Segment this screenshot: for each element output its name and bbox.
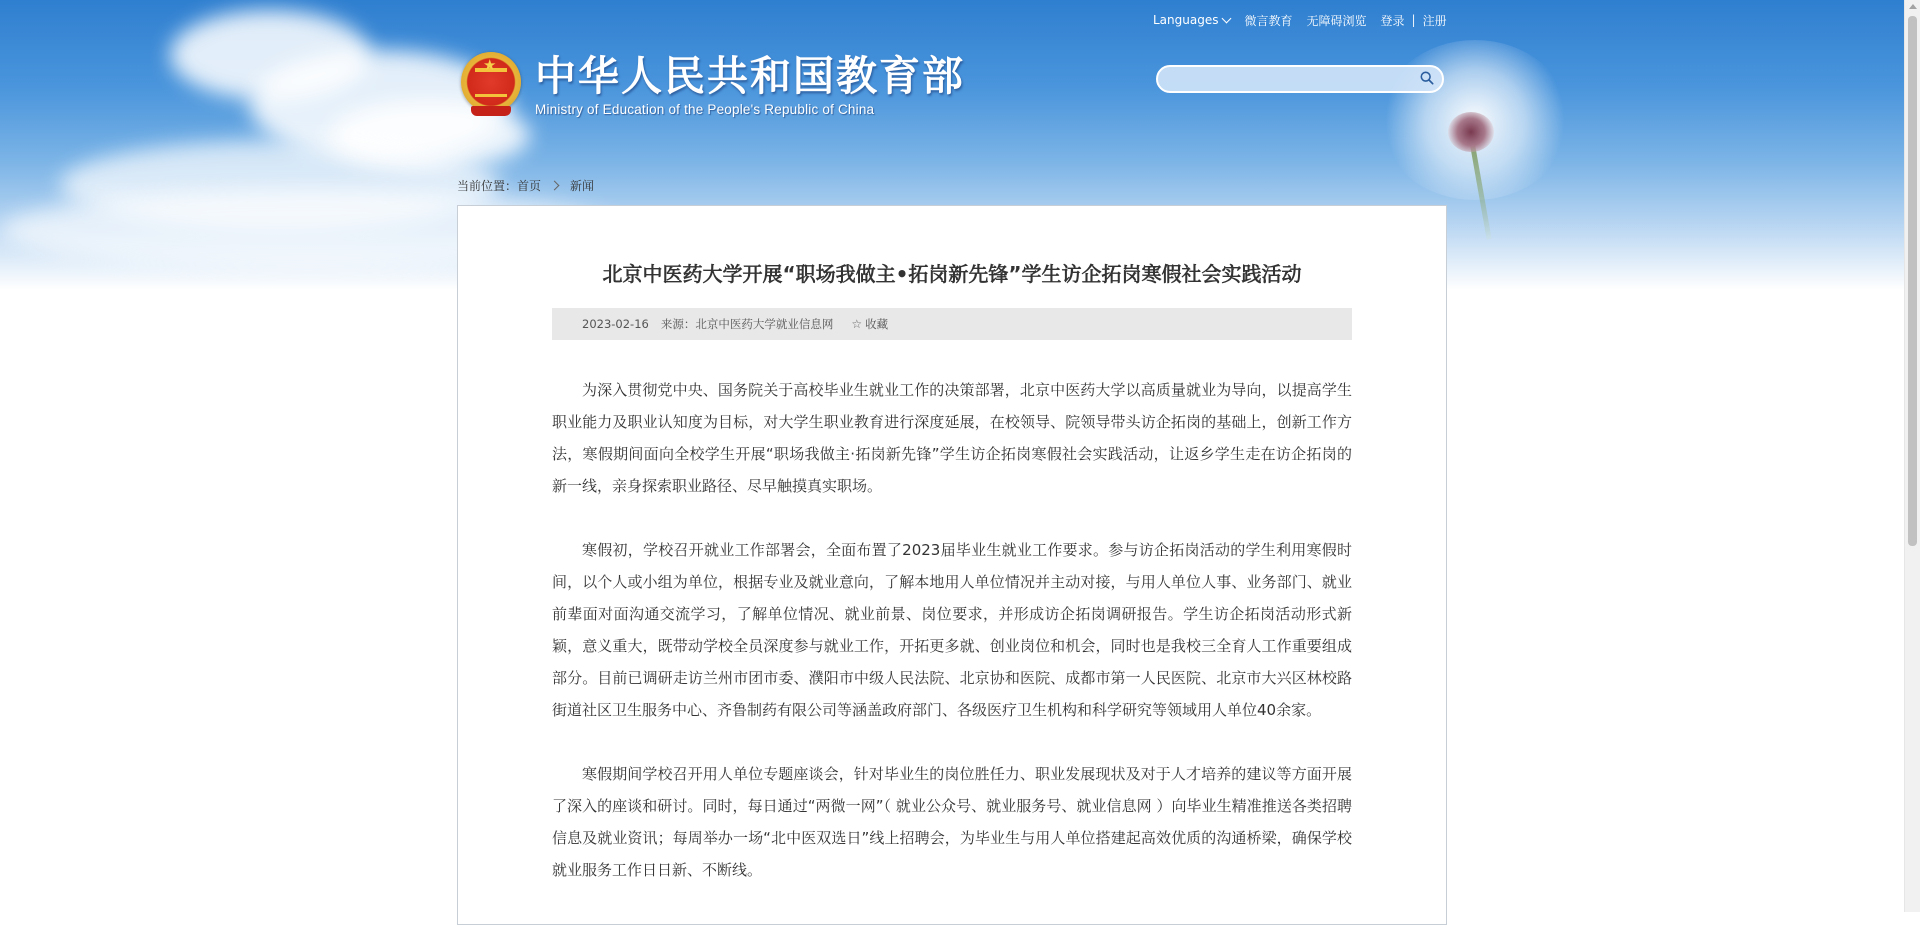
link-accessibility[interactable]: 无障碍浏览 (1306, 13, 1367, 28)
breadcrumb (457, 177, 594, 194)
languages-dropdown[interactable] (1153, 13, 1230, 27)
logo-english-title: Ministry of Education of the People's Republic of China (535, 102, 875, 117)
star-outline-icon: ☆ (851, 317, 863, 331)
site-logo[interactable] (459, 50, 965, 120)
national-emblem-icon: ★ (459, 50, 523, 120)
scroll-up-arrow-icon[interactable] (1909, 4, 1917, 9)
breadcrumb-home[interactable]: 首页 (517, 179, 542, 193)
dandelion-head (1448, 112, 1494, 152)
chevron-down-icon (1222, 13, 1232, 23)
breadcrumb-prefix: 当前位置： (457, 179, 518, 193)
page-scrollbar[interactable] (1904, 0, 1920, 912)
article-paragraph: 寒假期间学校召开用人单位专题座谈会，针对毕业生的岗位胜任力、职业发展现状及对于人才培养的建议等方面开展了深入的座谈和研讨。同时，每日通过“两微一网”（ 就业公众号、就业服务号、就业信息网 ）向毕业生精准推送各类招聘信息及就业资讯；每周举办一场“北中医双选日”线上招聘会，为毕业生与用人单位搭建起高效优质的沟通桥梁，确保学校就业服务工作日日新、不断线。 (552, 765, 1352, 879)
logo-chinese-title: 中华人民共和国教育部 (535, 52, 965, 100)
scrollbar-thumb[interactable] (1908, 16, 1917, 546)
favorite-button[interactable] (851, 316, 888, 332)
chevron-right-icon (550, 181, 560, 191)
search-box (1156, 65, 1444, 93)
link-weiyan-education[interactable]: 微言教育 (1244, 13, 1293, 28)
favorite-label: 收藏 (865, 317, 889, 331)
search-icon[interactable] (1420, 71, 1434, 85)
article-date: 2023-02-16 (582, 317, 649, 331)
article-container (457, 205, 1447, 925)
article-body (552, 374, 1352, 918)
article-meta-bar (552, 308, 1352, 340)
languages-label: Languages (1153, 13, 1219, 27)
article-source: 来源：北京中医药大学就业信息网 (660, 317, 834, 331)
logo-text (535, 53, 965, 117)
article-paragraph: 寒假初，学校召开就业工作部署会，全面布置了2023届毕业生就业工作要求。参与访企拓岗活动的学生利用寒假时间，以个人或小组为单位，根据专业及就业意向，了解本地用人单位情况并主动对接，与用人单位人事、业务部门、就业前辈面对面沟通交流学习，了解单位情况、就业前景、岗位要求，并形成访企拓岗调研报告。学生访企拓岗活动形式新颖，意义重大，既带动学校全员深度参与就业工作，开拓更多就、创业岗位和机会，同时也是我校三全育人工作重要组成部分。目前已调研走访兰州市团市委、濮阳市中级人民法院、北京协和医院、成都市第一人民医院、北京市大兴区林校路街道社区卫生服务中心、齐鲁制药有限公司等涵盖政府部门、各级医疗卫生机构和科学研究等领域用人单位40余家。 (552, 541, 1352, 719)
register-link[interactable]: 注册 (1422, 13, 1447, 28)
search-input[interactable] (1170, 69, 1414, 91)
article-title: 北京中医药大学开展“职场我做主•拓岗新先锋”学生访企拓岗寒假社会实践活动 (602, 262, 1302, 286)
article-paragraph: 为深入贯彻党中央、国务院关于高校毕业生就业工作的决策部署，北京中医药大学以高质量就业为导向，以提高学生职业能力及职业认知度为目标，对大学生职业教育进行深度延展，在校领导、院领导带头访企拓岗的基础上，创新工作方法，寒假期间面向全校学生开展“职场我做主·拓岗新先锋”学生访企拓岗寒假社会实践活动，让返乡学生走在访企拓岗的新一线，亲身探索职业路径、尽早触摸真实职场。 (552, 381, 1352, 495)
separator: | (1411, 13, 1416, 27)
breadcrumb-current[interactable]: 新闻 (570, 179, 595, 193)
top-links (1153, 10, 1447, 30)
login-link[interactable]: 登录 (1380, 13, 1405, 28)
